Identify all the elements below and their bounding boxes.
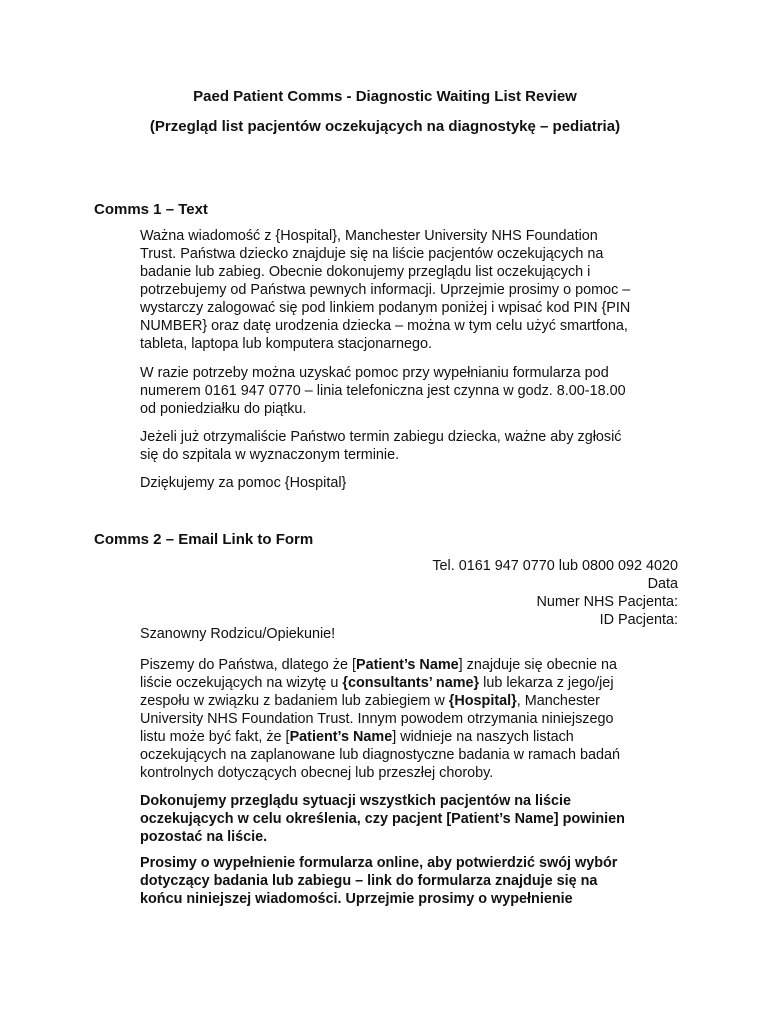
text-line [140,728,680,746]
text-segment: listu może być fakt, że [ [140,729,290,745]
text-line: pozostać na liście. [140,829,268,845]
text-segment: ] znajduje się obecnie na [458,657,618,673]
comms1-paragraph-2 [140,364,680,418]
text-segment: zespołu w związku z badaniem lub zabiegiem w [140,693,449,709]
text-line: University NHS Foundation Trust. Innym powodem otrzymania niniejszego [140,711,614,727]
patient-name-placeholder: Patient’s Name [355,657,459,673]
text-line: W razie potrzeby można uzyskać pomoc przy wypełnianiu formularza pod [140,365,609,381]
patient-id-label: ID Pacjenta: [599,612,678,628]
text-segment: , Manchester [516,693,600,709]
text-segment: liście oczekujących na wizytę u [140,675,343,691]
text-line: wystarczy zalogować się pod linkiem podanym poniżej i wpisać kod PIN {PIN [140,300,631,316]
text-segment: ] widnieje na naszych listach [392,729,574,745]
text-line [140,656,680,674]
patient-name-placeholder: Patient’s Name [289,729,393,745]
salutation: Szanowny Rodzicu/Opiekunie! [140,626,336,642]
text-segment: lub lekarza z jego/jej [479,675,614,691]
text-line: końcu niniejszej wiadomości. Uprzejmie prosimy o wypełnienie [140,891,573,907]
text-line [140,692,680,710]
text-line: potrzebujemy od Państwa pewnych informacji. Uprzejmie prosimy o pomoc – [140,282,631,298]
text-line [140,674,680,692]
nhs-number-label: Numer NHS Pacjenta: [536,594,678,610]
text-line: dotyczący badania lub zabiegu – link do formularza znajduje się na [140,873,598,889]
text-line: Jeżeli już otrzymaliście Państwo termin zabiegu dziecka, ważne aby zgłosić [140,429,622,445]
text-line: się do szpitala w wyznaczonym terminie. [140,447,400,463]
text-line: oczekujących w celu określenia, czy pacjent [Patient’s Name] powinien [140,811,625,827]
date-label: Data [647,576,678,592]
text-line: badanie lub zabieg. Obecnie dokonujemy przeglądu list oczekujących i [140,264,591,280]
phone-line: Tel. 0161 947 0770 lub 0800 092 4020 [432,558,678,574]
comms2-paragraph-2 [140,792,680,846]
text-line: numerem 0161 947 0770 – linia telefoniczna jest czynna w godz. 8.00-18.00 [140,383,626,399]
document-subtitle: (Przegląd list pacjentów oczekujących na diagnostykę – pediatria) [149,118,621,135]
text-line: Ważna wiadomość z {Hospital}, Manchester University NHS Foundation [140,228,598,244]
comms1-heading: Comms 1 – Text [94,201,208,218]
comms1-paragraph-4: Dziękujemy za pomoc {Hospital} [140,475,347,491]
contact-info-block [432,557,678,629]
comms1-paragraph-3 [140,428,680,464]
text-segment: Piszemy do Państwa, dlatego że [ [140,657,356,673]
text-line: NUMBER} oraz datę urodzenia dziecka – można w tym celu użyć smartfona, [140,318,628,334]
text-line: Prosimy o wypełnienie formularza online, aby potwierdzić swój wybór [140,855,618,871]
text-line: Trust. Państwa dziecko znajduje się na liście pacjentów oczekujących na [140,246,604,262]
comms2-heading: Comms 2 – Email Link to Form [94,531,314,548]
consultant-name-placeholder: {consultants’ name} [342,675,480,691]
comms2-paragraph-3 [140,854,680,908]
hospital-placeholder: {Hospital} [448,693,517,709]
text-line: oczekujących na zaplanowane lub diagnostyczne badania w ramach badań [140,747,621,763]
text-line: od poniedziałku do piątku. [140,401,307,417]
text-line: kontrolnych dotyczących obecnej lub przeszłej choroby. [140,765,494,781]
text-line: Dokonujemy przeglądu sytuacji wszystkich pacjentów na liście [140,793,572,809]
comms2-paragraph-1 [140,656,680,782]
document-title: Paed Patient Comms - Diagnostic Waiting List Review [193,88,577,105]
text-line: tableta, laptopa lub komputera stacjonarnego. [140,336,433,352]
comms1-paragraph-1 [140,227,680,353]
